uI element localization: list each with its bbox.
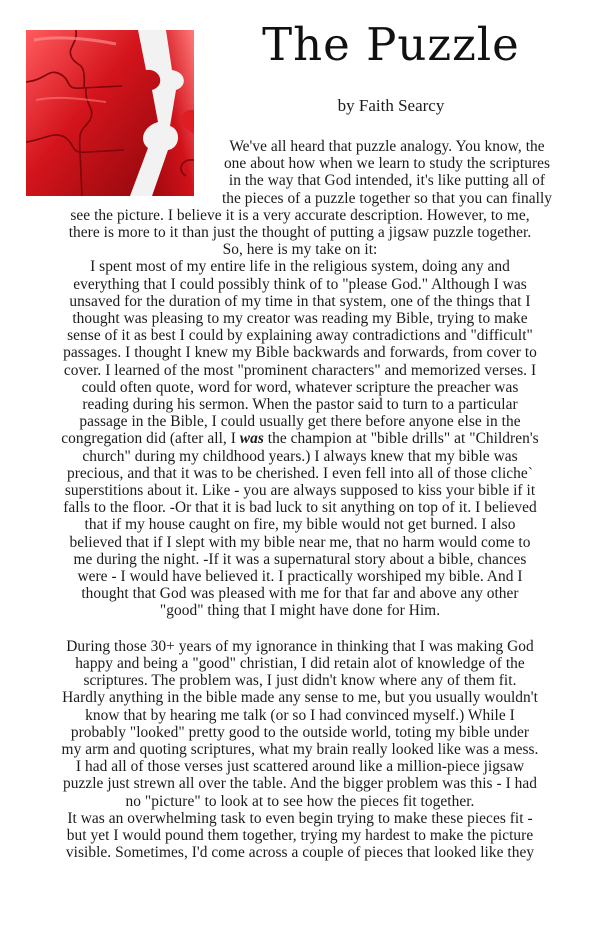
text-line: in the way that God intended, it's like putting all of	[228, 172, 546, 190]
text-line: cover. I learned of the most "prominent characters" and memorized verses. I	[63, 361, 537, 379]
text-line: passages. I thought I knew my Bible backwards and forwards, from cover to	[63, 344, 537, 362]
text-line: scriptures. The problem was, I just didn't know where any of them fit.	[83, 672, 517, 690]
text-line: church" during my childhood years.) I always knew that my bible was	[82, 447, 518, 465]
article-title: The Puzzle	[262, 18, 520, 71]
text-line: We've all heard that puzzle analogy. You know, the	[229, 138, 545, 155]
text-line: the pieces of a puzzle together so that you can finally	[221, 189, 553, 207]
text-line: my arm and quoting scriptures, what my brain really looked like was a mess.	[61, 740, 539, 758]
paragraph-ignorance	[0, 638, 600, 862]
text-line: So, here is my take on it:	[222, 241, 378, 259]
text-line: thought that God was pleased with me for that far and above any other	[81, 585, 519, 603]
text-line: but yet I would pound them together, trying my hardest to make the picture	[66, 826, 534, 844]
text-line: there is more to it than just the thought of putting a jigsaw puzzle together.	[68, 224, 532, 242]
text-line: unsaved for the duration of my time in that system, one of the things that I	[69, 292, 531, 310]
text-line: puzzle just strewn all over the table. And the bigger problem was this - I had	[62, 775, 538, 793]
text-fragment: congregation did (after all, I	[61, 430, 240, 448]
text-line: no "picture" to look at to see how the pieces fit together.	[125, 792, 475, 810]
text-line: passage in the Bible, I could usually get there before anyone else in the	[79, 413, 521, 431]
text-line: I had all of those verses just scattered around like a million-piece jigsaw	[75, 758, 525, 776]
text-line: happy and being a "good" christian, I did retain alot of knowledge of the	[75, 654, 525, 672]
text-line: visible. Sometimes, I'd come across a couple of pieces that looked like they	[65, 844, 535, 862]
text-line: were - I would have believed it. I practically worshiped my bible. And I	[77, 568, 523, 586]
paragraph-religious-system	[0, 258, 600, 619]
text-line: see the picture. I believe it is a very accurate description. However, to me,	[70, 206, 530, 224]
text-line: believed that if I slept with my bible near me, that no harm would come to	[69, 533, 531, 551]
text-line: It was an overwhelming task to even begin trying to make these pieces fit -	[67, 809, 533, 827]
text-line: sense of it as best I could by explaining away contradictions and "difficult"	[67, 327, 533, 345]
article-body	[0, 138, 600, 861]
text-line: me during the night. -If it was a supernatural story about a bible, chances	[73, 550, 527, 568]
text-line: know that by hearing me talk (or so I had convinced myself.) While I	[85, 706, 515, 724]
text-line: thought was pleasing to my creator was reading my Bible, trying to make	[72, 310, 528, 328]
text-line: precious, and that it was to be cherished. I even fell into all of those cliche`	[67, 464, 533, 482]
text-line: could often quote, word for word, whatever scripture the preacher was	[81, 378, 519, 396]
text-line: During those 30+ years of my ignorance in thinking that I was making God	[66, 637, 534, 655]
text-line: reading during his sermon. When the pastor said to turn to a particular	[82, 396, 518, 414]
emphasized-word: was	[239, 430, 264, 448]
text-line: everything that I could possibly think of to "please God." Although I was	[73, 275, 527, 293]
text-line: falls to the floor. -Or that it is bad luck to sit anything on top of it. I believed	[63, 499, 537, 517]
article-byline: by Faith Searcy	[337, 96, 445, 115]
paragraph-intro	[0, 138, 600, 258]
text-line: one about how when we learn to study the scriptures	[223, 155, 551, 173]
text-line: "good" thing that I might have done for Him.	[159, 602, 441, 620]
text-line: I spent most of my entire life in the religious system, doing any and	[90, 258, 510, 276]
text-line-emphasis	[0, 430, 600, 447]
text-line: Hardly anything in the bible made any sense to me, but you usually wouldn't	[62, 689, 538, 707]
text-fragment: the champion at "bible drills" at "Children's	[263, 430, 539, 448]
paragraph-spacer	[0, 620, 600, 638]
text-line: probably "looked" pretty good to the outside world, toting my bible under	[70, 723, 530, 741]
text-line: that if my house caught on fire, my bible would not get burned. I also	[84, 516, 516, 534]
text-line: superstitions about it. Like - you are always supposed to kiss your bible if it	[64, 482, 536, 500]
